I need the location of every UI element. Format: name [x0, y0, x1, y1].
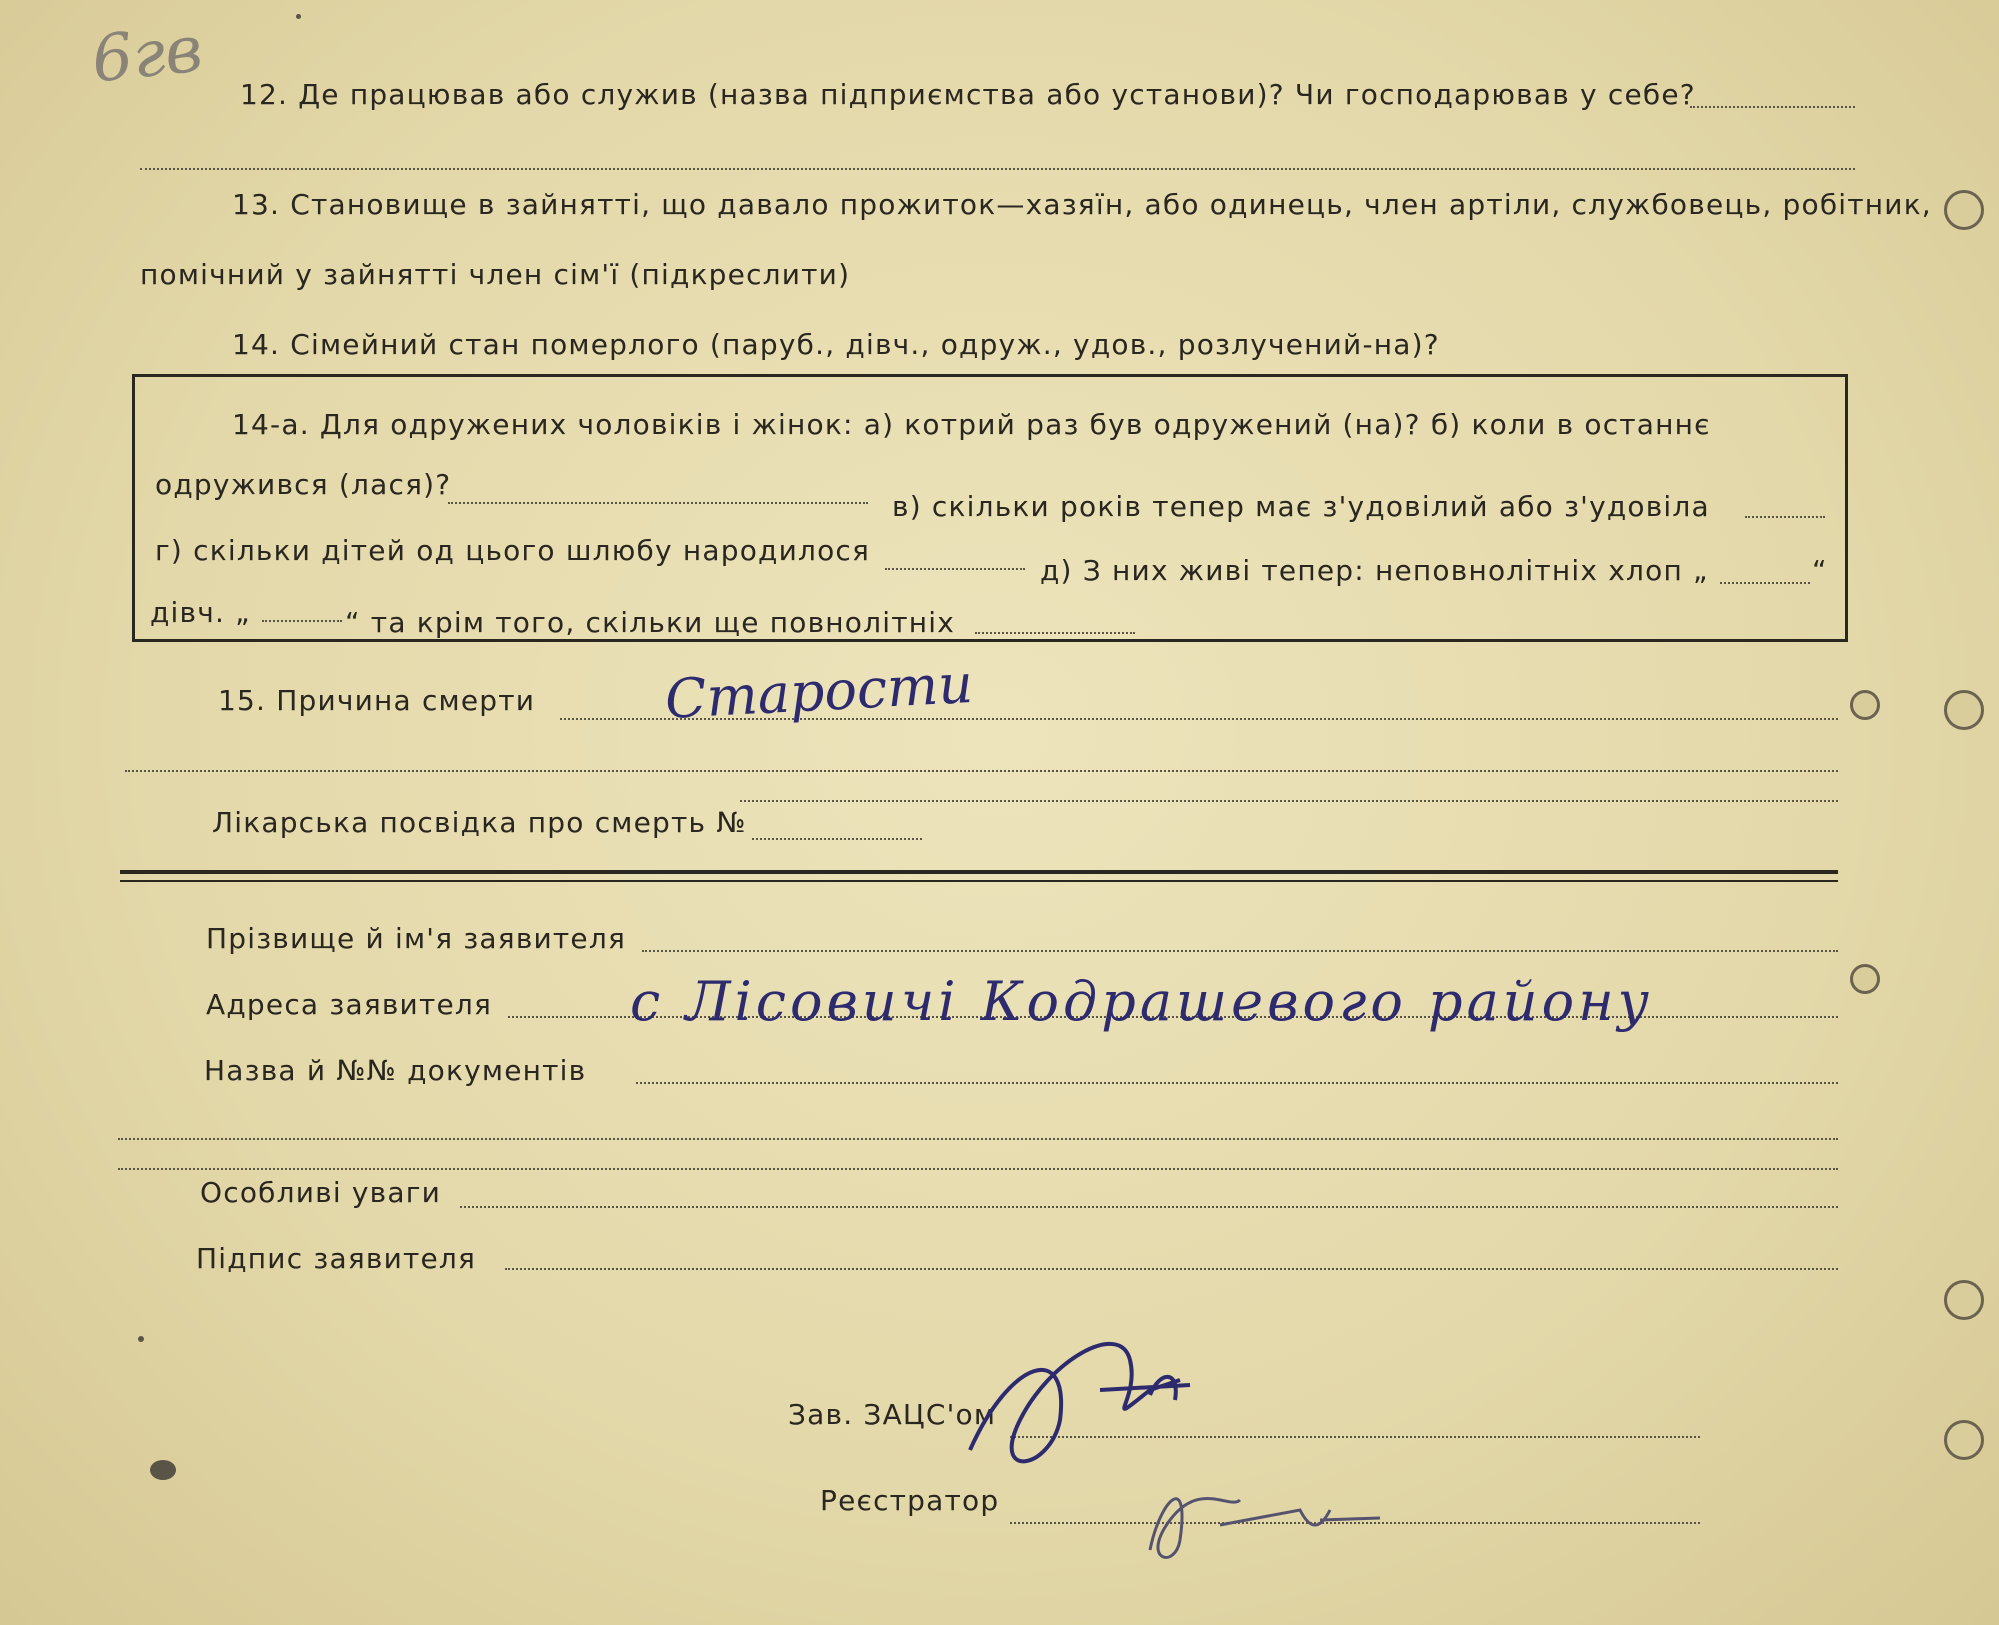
question-15-label: 15. Причина смерти — [218, 684, 536, 717]
section-divider-bottom — [120, 880, 1838, 882]
punch-hole — [1944, 190, 1984, 230]
question-13-line-2: помічний у зайнятті член сім'ї (підкреслити) — [140, 258, 851, 291]
medical-certificate-number-field[interactable] — [752, 838, 922, 840]
question-14a-line-4a: дівч. „ — [150, 596, 251, 629]
medical-certificate-label: Лікарська посвідка про смерть № — [212, 806, 747, 839]
ink-speck — [296, 14, 301, 19]
punch-hole — [1944, 1280, 1984, 1320]
applicant-address-label: Адреса заявителя — [206, 988, 493, 1021]
punch-hole — [1944, 1420, 1984, 1460]
question-12-answer-line-2[interactable] — [140, 168, 1855, 170]
registrar-signature — [1120, 1440, 1420, 1580]
registrar-label: Реєстратор — [820, 1484, 1000, 1517]
question-14a-line-2b: в) скільки років тепер має з'удовілий або з'удовіла — [892, 490, 1710, 523]
documents-label: Назва й №№ документів — [204, 1054, 587, 1087]
punch-hole — [1850, 964, 1880, 994]
minor-boys-field[interactable] — [1720, 582, 1810, 584]
question-12-text: 12. Де працював або служив (назва підприємства або установи)? Чи господарював у себе? — [240, 78, 1696, 111]
cause-of-death-line-3[interactable] — [740, 800, 1838, 802]
documents-field-3[interactable] — [118, 1168, 1838, 1170]
widowed-years-field[interactable] — [1745, 516, 1825, 518]
question-14a-line-1: 14-а. Для одружених чоловіків і жінок: а) котрий раз був одружений (на)? б) коли в останнє — [232, 408, 1711, 441]
applicant-name-label: Прізвище й ім'я заявителя — [206, 922, 627, 955]
documents-field[interactable] — [636, 1082, 1838, 1084]
applicant-signature-field[interactable] — [505, 1268, 1838, 1270]
applicant-signature-label: Підпис заявителя — [196, 1242, 477, 1275]
punch-hole — [1850, 690, 1880, 720]
registry-head-label: Зав. ЗАЦС'ом — [788, 1398, 997, 1431]
question-14a-line-2a: одружився (лася)? — [155, 468, 452, 501]
children-born-field[interactable] — [885, 568, 1025, 570]
page-number-note: 6гв — [88, 12, 206, 98]
question-14-text: 14. Сімейний стан померлого (паруб., дівч., одруж., удов., розлучений-на)? — [232, 328, 1440, 361]
cause-of-death-handwritten: Старости — [663, 651, 975, 732]
cause-of-death-line-2[interactable] — [125, 770, 1838, 772]
special-notes-label: Особливі уваги — [200, 1176, 442, 1209]
adult-children-field[interactable] — [975, 632, 1135, 634]
question-12-answer-line[interactable] — [1690, 106, 1855, 108]
married-when-field[interactable] — [448, 502, 868, 504]
section-divider-top — [120, 870, 1838, 874]
punch-hole — [1944, 690, 1984, 730]
ink-speck — [138, 1336, 144, 1342]
question-13-line-1: 13. Становище в зайнятті, що давало прожиток—хазяїн, або одинець, член артіли, службовець, робітник, — [232, 188, 1932, 221]
special-notes-field[interactable] — [460, 1206, 1838, 1208]
question-14a-line-3b: д) З них живі тепер: неповнолітніх хлоп „ — [1040, 554, 1709, 587]
minor-girls-field[interactable] — [262, 620, 342, 622]
applicant-address-handwritten: с Лісовичі Кодрашевого району — [630, 970, 1653, 1033]
question-14a-line-3a: г) скільки дітей од цього шлюбу народилося — [155, 534, 871, 567]
ink-speck — [150, 1460, 176, 1480]
documents-field-2[interactable] — [118, 1138, 1838, 1140]
question-14a-line-4b: “ та крім того, скільки ще повнолітніх — [345, 606, 955, 639]
applicant-name-field[interactable] — [642, 950, 1838, 952]
question-14a-line-3c: “ — [1812, 554, 1828, 587]
